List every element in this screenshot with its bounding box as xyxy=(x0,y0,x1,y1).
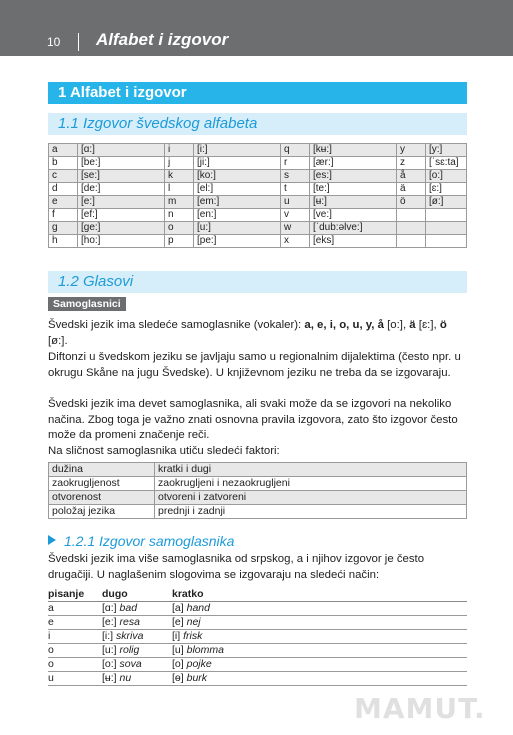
long-example-word: resa xyxy=(119,616,140,628)
alphabet-ipa: [u:] xyxy=(194,222,281,235)
vowel-row xyxy=(48,644,467,658)
factor-values: kratki i dugi xyxy=(155,463,467,477)
alphabet-ipa: [ko:] xyxy=(194,170,281,183)
section-1-2-1-heading xyxy=(48,533,234,549)
vowel-pronunciation-table xyxy=(48,588,467,686)
alphabet-ipa: [em:] xyxy=(194,196,281,209)
alphabet-letter: u xyxy=(281,196,310,209)
alphabet-letter: t xyxy=(281,183,310,196)
short-ipa: [i] xyxy=(172,630,181,642)
alphabet-row xyxy=(49,196,467,209)
alphabet-letter: g xyxy=(49,222,78,235)
factor-name: zaokrugljenost xyxy=(49,477,155,491)
factor-row xyxy=(49,463,467,477)
vowel-short xyxy=(172,630,467,644)
vowel-row xyxy=(48,630,467,644)
short-example-word: frisk xyxy=(183,630,203,642)
alphabet-letter: f xyxy=(49,209,78,222)
long-ipa: [i:] xyxy=(102,630,114,642)
alphabet-letter: q xyxy=(281,144,310,157)
long-example-word: sova xyxy=(119,658,142,670)
vowel-long xyxy=(102,602,172,616)
factors-intro-paragraph: Na sličnost samoglasnika utiču sledeći faktori: xyxy=(48,445,280,457)
alphabet-letter: a xyxy=(49,144,78,157)
intro-letters: a, e, i, o, u, y, å xyxy=(304,319,384,331)
vowel-long xyxy=(102,630,172,644)
vowel-long xyxy=(102,658,172,672)
alphabet-letter: s xyxy=(281,170,310,183)
alphabet-ipa: [ef:] xyxy=(78,209,165,222)
long-ipa: [ʉ:] xyxy=(102,672,117,684)
section-1-2-title: 1.2 Glasovi xyxy=(58,273,134,290)
alphabet-ipa: [ˈdub:əlve:] xyxy=(310,222,397,235)
alphabet-ipa: [e:] xyxy=(78,196,165,209)
page-number: 10 xyxy=(47,35,61,49)
alphabet-row xyxy=(49,235,467,248)
vowel-long xyxy=(102,672,172,686)
long-example-word: bad xyxy=(119,602,138,614)
vowel-row xyxy=(48,672,467,686)
short-example-word: nej xyxy=(186,616,201,628)
short-ipa: [a] xyxy=(172,602,184,614)
factor-values: otvoreni i zatvoreni xyxy=(155,491,467,505)
alphabet-ipa: [ʉ:] xyxy=(310,196,397,209)
triangle-bullet-icon xyxy=(48,535,56,545)
vowel-row xyxy=(48,616,467,630)
alphabet-ipa: [ø:] xyxy=(426,196,467,209)
vowel-short xyxy=(172,644,467,658)
vowel-short xyxy=(172,616,467,630)
vowel-letter: i xyxy=(48,630,102,644)
mamut-watermark: MAMUT. xyxy=(354,692,486,725)
alphabet-ipa: [de:] xyxy=(78,183,165,196)
short-example-word: burk xyxy=(186,672,208,684)
alphabet-row xyxy=(49,222,467,235)
alphabet-ipa: [pe:] xyxy=(194,235,281,248)
vowel-short xyxy=(172,672,467,686)
short-ipa: [ɵ] xyxy=(172,672,184,684)
alphabet-letter: n xyxy=(165,209,194,222)
alphabet-ipa: [y:] xyxy=(426,144,467,157)
intro-letter-ae: ä xyxy=(409,319,416,331)
factor-row xyxy=(49,477,467,491)
alphabet-ipa xyxy=(426,209,467,222)
factor-values: zaokrugljeni i nezaokrugljeni xyxy=(155,477,467,491)
alphabet-ipa: [el:] xyxy=(194,183,281,196)
long-example-word: skriva xyxy=(116,630,144,642)
alphabet-letter xyxy=(397,235,426,248)
alphabet-ipa: [o:] xyxy=(426,170,467,183)
vowel-pronunciation-paragraph: Švedski jezik ima više samoglasnika od srpskog, a i njihov izgovor je često drugačiji. U naglašenim slogovima se izgovaraju na sledeći način: xyxy=(48,553,425,581)
long-example-word: nu xyxy=(119,672,132,684)
alphabet-ipa: [ge:] xyxy=(78,222,165,235)
col-header-kratko: kratko xyxy=(172,588,467,602)
alphabet-letter: ö xyxy=(397,196,426,209)
alphabet-letter xyxy=(397,222,426,235)
alphabet-letter: d xyxy=(49,183,78,196)
alphabet-letter: k xyxy=(165,170,194,183)
alphabet-letter: ä xyxy=(397,183,426,196)
alphabet-ipa: [ji:] xyxy=(194,157,281,170)
alphabet-row xyxy=(49,209,467,222)
factors-table xyxy=(48,462,467,519)
alphabet-ipa: [ho:] xyxy=(78,235,165,248)
factor-row xyxy=(49,491,467,505)
alphabet-letter: o xyxy=(165,222,194,235)
page-header xyxy=(0,0,513,56)
intro-text: Švedski jezik ima sledeće samoglasnike (vokaler): xyxy=(48,319,305,331)
vowel-long xyxy=(102,616,172,630)
vowel-letter: e xyxy=(48,616,102,630)
section-1-2-heading xyxy=(48,271,467,293)
col-header-pisanje: pisanje xyxy=(48,588,102,602)
short-ipa: [o] xyxy=(172,658,184,670)
alphabet-ipa: [ær:] xyxy=(310,157,397,170)
alphabet-letter: m xyxy=(165,196,194,209)
short-example-word: pojke xyxy=(186,658,212,670)
vowel-short xyxy=(172,658,467,672)
short-ipa: [e] xyxy=(172,616,184,628)
alphabet-ipa: [es:] xyxy=(310,170,397,183)
short-example-word: blomma xyxy=(186,644,224,656)
alphabet-letter xyxy=(397,209,426,222)
alphabet-letter: y xyxy=(397,144,426,157)
section-1-heading: 1 Alfabet i izgovor xyxy=(48,82,467,104)
alphabet-letter: v xyxy=(281,209,310,222)
alphabet-table xyxy=(48,143,467,248)
long-ipa: [e:] xyxy=(102,616,117,628)
alphabet-letter: p xyxy=(165,235,194,248)
vowel-letter: u xyxy=(48,672,102,686)
alphabet-letter: å xyxy=(397,170,426,183)
factor-name: dužina xyxy=(49,463,155,477)
alphabet-ipa: [i:] xyxy=(194,144,281,157)
alphabet-letter: h xyxy=(49,235,78,248)
alphabet-letter: b xyxy=(49,157,78,170)
vowel-letter: a xyxy=(48,602,102,616)
long-ipa: [o:] xyxy=(102,658,117,670)
long-ipa: [u:] xyxy=(102,644,117,656)
section-1-1-title: 1.1 Izgovor švedskog alfabeta xyxy=(58,115,258,132)
header-title: Alfabet i izgovor xyxy=(96,30,229,49)
short-example-word: hand xyxy=(186,602,210,614)
intro-letter-oe: ö xyxy=(439,319,447,331)
alphabet-row xyxy=(49,144,467,157)
vowels-intro-paragraph xyxy=(48,318,468,349)
alphabet-ipa: [ve:] xyxy=(310,209,397,222)
alphabet-ipa: [se:] xyxy=(78,170,165,183)
factor-values: prednji i zadnji xyxy=(155,505,467,519)
alphabet-letter: i xyxy=(165,144,194,157)
long-example-word: rolig xyxy=(119,644,140,656)
alphabet-ipa: [kʉ:] xyxy=(310,144,397,157)
alphabet-letter: x xyxy=(281,235,310,248)
vowel-letter: o xyxy=(48,658,102,672)
vowel-letter: o xyxy=(48,644,102,658)
short-ipa: [u] xyxy=(172,644,184,656)
header-divider xyxy=(78,33,79,51)
samoglasnici-label: Samoglasnici xyxy=(48,297,126,311)
alphabet-letter: e xyxy=(49,196,78,209)
vowel-short xyxy=(172,602,467,616)
alphabet-letter: r xyxy=(281,157,310,170)
alphabet-letter: z xyxy=(397,157,426,170)
section-1-1-heading xyxy=(48,113,467,135)
intro-ipa-1: [o:], xyxy=(383,319,410,331)
col-header-dugo: dugo xyxy=(102,588,172,602)
factor-name: otvorenost xyxy=(49,491,155,505)
alphabet-ipa xyxy=(426,235,467,248)
alphabet-row xyxy=(49,157,467,170)
alphabet-ipa: [eks] xyxy=(310,235,397,248)
long-ipa: [ɑ:] xyxy=(102,602,117,614)
vowel-row xyxy=(48,602,467,616)
alphabet-row xyxy=(49,170,467,183)
intro-ipa-2: [ɛ:], xyxy=(415,319,440,331)
section-1-2-1-title: 1.2.1 Izgovor samoglasnika xyxy=(64,533,235,549)
alphabet-letter: j xyxy=(165,157,194,170)
nine-vowels-paragraph: Švedski jezik ima devet samoglasnika, ali svaki može da se izgovori na nekoliko načina. Zbog toga je važno znati osnovna pravila izgovora, zato što izgovor često može da promeni značenje reči. xyxy=(48,398,458,441)
alphabet-ipa: [ɛ:] xyxy=(426,183,467,196)
alphabet-letter: c xyxy=(49,170,78,183)
factor-row xyxy=(49,505,467,519)
alphabet-row xyxy=(49,183,467,196)
diphthong-paragraph: Diftonzi u švedskom jeziku se javljaju samo u regionalnim dijalektima (često npr. u okrugu Skåne na jugu Švedske). U književnom jeziku ne treba da se izgovaraju. xyxy=(48,351,461,379)
vowel-row xyxy=(48,658,467,672)
alphabet-ipa xyxy=(426,222,467,235)
alphabet-ipa: [ɑ:] xyxy=(78,144,165,157)
alphabet-ipa: [en:] xyxy=(194,209,281,222)
alphabet-letter: l xyxy=(165,183,194,196)
factor-name: položaj jezika xyxy=(49,505,155,519)
alphabet-ipa: [te:] xyxy=(310,183,397,196)
vowel-long xyxy=(102,644,172,658)
alphabet-ipa: [ˈsɛ:ta] xyxy=(426,157,467,170)
intro-ipa-3: [ø:]. xyxy=(48,334,68,347)
alphabet-ipa: [be:] xyxy=(78,157,165,170)
alphabet-letter: w xyxy=(281,222,310,235)
